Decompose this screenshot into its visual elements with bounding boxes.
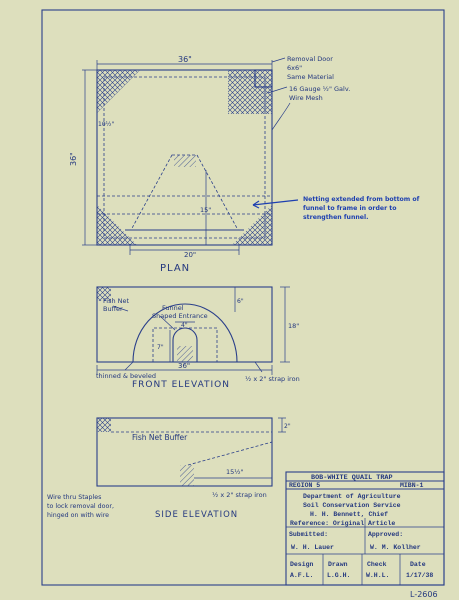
side-note-1: Wire thru Staples: [47, 494, 102, 501]
tb-approved-label: Approved:: [368, 531, 404, 538]
note-same-material: Same Material: [287, 73, 334, 81]
plan-depth-dim: 15": [200, 206, 212, 214]
front-side-dim: 7": [157, 344, 164, 351]
front-buffer-label: Buffer: [103, 305, 123, 313]
tb-sheet-no: MIBN-1: [400, 482, 424, 489]
note-door-size: 6x6": [287, 64, 303, 72]
note-wire-mesh: Wire Mesh: [289, 94, 323, 102]
front-thinned-label: thinned & beveled: [96, 372, 156, 380]
front-funnel-label: Funnel: [162, 304, 184, 312]
tb-drawn-label: Drawn: [328, 561, 348, 568]
plan-title: PLAN: [160, 263, 191, 274]
front-right-dim: 18": [288, 322, 300, 330]
note-netting-1: Netting extended from bottom of: [303, 196, 420, 203]
front-shaped-entrance-label: Shaped Entrance: [152, 312, 208, 320]
tb-drawn-by: L.G.H.: [327, 572, 351, 579]
front-bottom-dim: 36": [178, 362, 191, 370]
side-right-dim: 2": [284, 423, 291, 430]
front-top-dim: 4": [181, 322, 188, 329]
side-inner-dim: 15½": [226, 468, 244, 476]
side-strap-label: ½ x 2" strap iron: [212, 491, 267, 499]
side-fish-net-label: Fish Net Buffer: [132, 433, 188, 442]
tb-approved-by: W. M. Kollher: [370, 544, 421, 551]
plan-base-dim: 20": [184, 251, 197, 259]
tb-department: Department of Agriculture: [303, 493, 401, 500]
side-note-2: to lock removal door,: [47, 503, 114, 510]
tb-check-by: W.H.L.: [366, 572, 390, 579]
front-strap-label: ½ x 2" strap iron: [245, 375, 300, 383]
front-title: FRONT ELEVATION: [132, 380, 230, 390]
note-netting-3: strengthen funnel.: [303, 214, 369, 221]
tb-reference: Reference: Original Article: [290, 520, 396, 527]
plan-width-dim: 36": [178, 55, 192, 64]
tb-design-by: A.F.L.: [290, 572, 314, 579]
note-mesh-gauge: 16 Gauge ½" Galv.: [289, 85, 351, 93]
tb-region: REGION 5: [289, 482, 321, 489]
tb-submitted-label: Submitted:: [289, 531, 329, 538]
sheet-id: L-2606: [410, 590, 438, 599]
plan-view: [82, 58, 298, 255]
tb-check-label: Check: [367, 561, 387, 568]
tb-service: Soil Conservation Service: [303, 502, 401, 509]
plan-inner-dim: 10½": [98, 121, 115, 128]
side-note-3: hinged on with wire: [47, 512, 110, 519]
front-fish-net-label: Fish Net: [103, 297, 130, 305]
plan-height-dim: 36": [69, 152, 78, 166]
front-inner-dim: 6": [237, 298, 244, 305]
tb-trap-name: BOB-WHITE QUAIL TRAP: [311, 474, 393, 482]
note-netting-2: funnel to frame in order to: [303, 205, 397, 212]
side-title: SIDE ELEVATION: [155, 510, 239, 520]
tb-chief: H. H. Bennett, Chief: [310, 511, 389, 518]
side-elevation-view: [97, 418, 286, 486]
tb-date-value: 1/17/38: [406, 572, 434, 579]
note-removal-door: Removal Door: [287, 55, 333, 63]
tb-date-label: Date: [410, 561, 426, 568]
tb-design-label: Design: [290, 561, 314, 568]
tb-submitted-by: W. H. Lauer: [291, 544, 334, 551]
